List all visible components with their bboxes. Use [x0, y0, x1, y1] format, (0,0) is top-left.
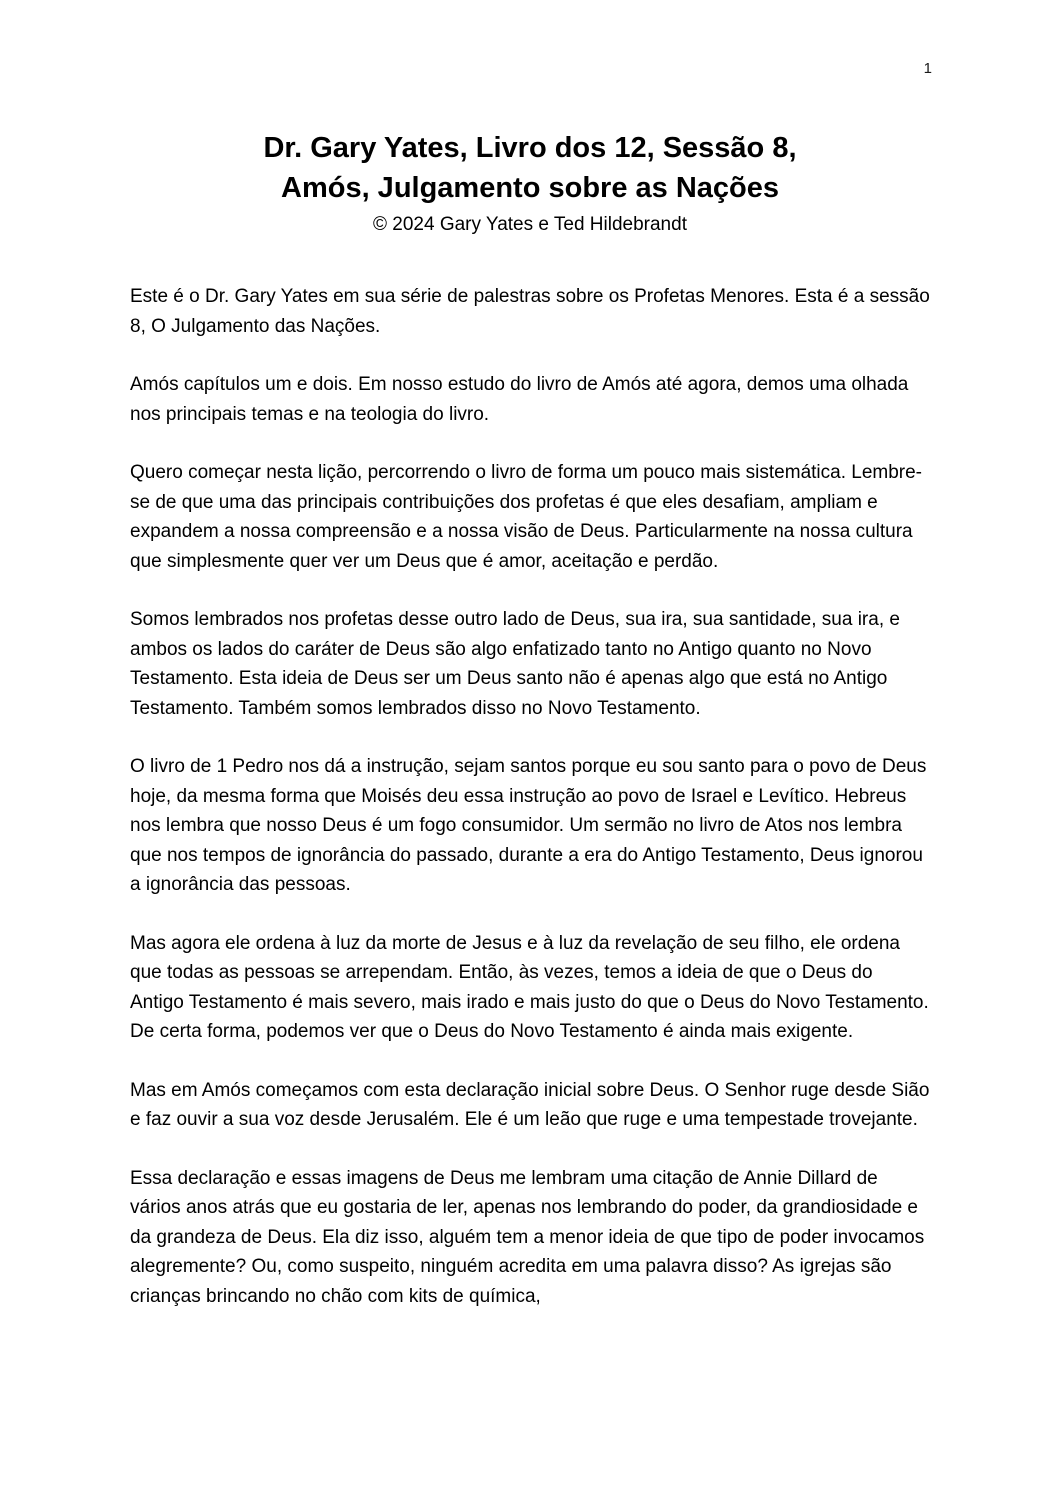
page-number: 1 — [923, 60, 932, 77]
title-line-2: Amós, Julgamento sobre as Nações — [281, 172, 779, 204]
paragraph: Este é o Dr. Gary Yates em sua série de palestras sobre os Profetas Menores. Esta é a sessão 8, O Julgamento das Nações. — [130, 286, 930, 337]
paragraph: O livro de 1 Pedro nos dá a instrução, sejam santos porque eu sou santo para o povo de Deus hoje, da mesma forma que Moisés deu essa instrução ao povo de Israel e Levítico. Hebreus nos lembra que nosso Deus é um fogo consumidor. Um sermão no livro de Atos nos lembra que nos tempos de ignorância do passado, durante a era do Antigo Testamento, Deus ignorou a ignorância das pessoas. — [130, 756, 927, 895]
paragraph: Quero começar nesta lição, percorrendo o livro de forma um pouco mais sistemática. Lembre-se de que uma das principais contribuições dos profetas é que eles desafiam, ampliam e expandem a nossa compreensão e a nossa visão de Deus. Particularmente na nossa cultura que simplesmente quer ver um Deus que é amor, aceitação e perdão. — [130, 462, 923, 572]
paragraph: Somos lembrados nos profetas desse outro lado de Deus, sua ira, sua santidade, sua ira, e ambos os lados do caráter de Deus são algo enfatizado tanto no Antigo quanto no Novo Testamento. Esta ideia de Deus ser um Deus santo não é apenas algo que está no Antigo Testamento. Também somos lembrados disso no Novo Testamento. — [130, 609, 900, 719]
title-line-1: Dr. Gary Yates, Livro dos 12, Sessão 8, — [263, 132, 797, 164]
paragraph: Essa declaração e essas imagens de Deus me lembram uma citação de Annie Dillard de vários anos atrás que eu gostaria de ler, apenas nos lembrando do poder, da grandiosidade e da grandeza de Deus. Ela diz isso, alguém tem a menor ideia de que tipo de poder invocamos alegremente? Ou, como suspeito, ninguém acredita em uma palavra disso? As igrejas são crianças brincando no chão com kits de química, — [130, 1167, 925, 1307]
paragraph: Mas agora ele ordena à luz da morte de Jesus e à luz da revelação de seu filho, ele ordena que todas as pessoas se arrependam. Então, às vezes, temos a ideia de que o Deus do Antigo Testamento é mais severo, mais irado e mais justo do que o Deus do Novo Testamento. De certa forma, podemos ver que o Deus do Novo Testamento é ainda mais exigente. — [130, 932, 929, 1042]
document-title — [130, 128, 930, 208]
paragraph: Mas em Amós começamos com esta declaração inicial sobre Deus. O Senhor ruge desde Sião e faz ouvir a sua voz desde Jerusalém. Ele é um leão que ruge e uma tempestade trovejante. — [130, 1079, 930, 1130]
copyright-line: © 2024 Gary Yates e Ted Hildebrandt — [373, 214, 687, 235]
document-body — [130, 282, 930, 1311]
paragraph: Amós capítulos um e dois. Em nosso estudo do livro de Amós até agora, demos uma olhada nos principais temas e na teologia do livro. — [130, 374, 909, 425]
